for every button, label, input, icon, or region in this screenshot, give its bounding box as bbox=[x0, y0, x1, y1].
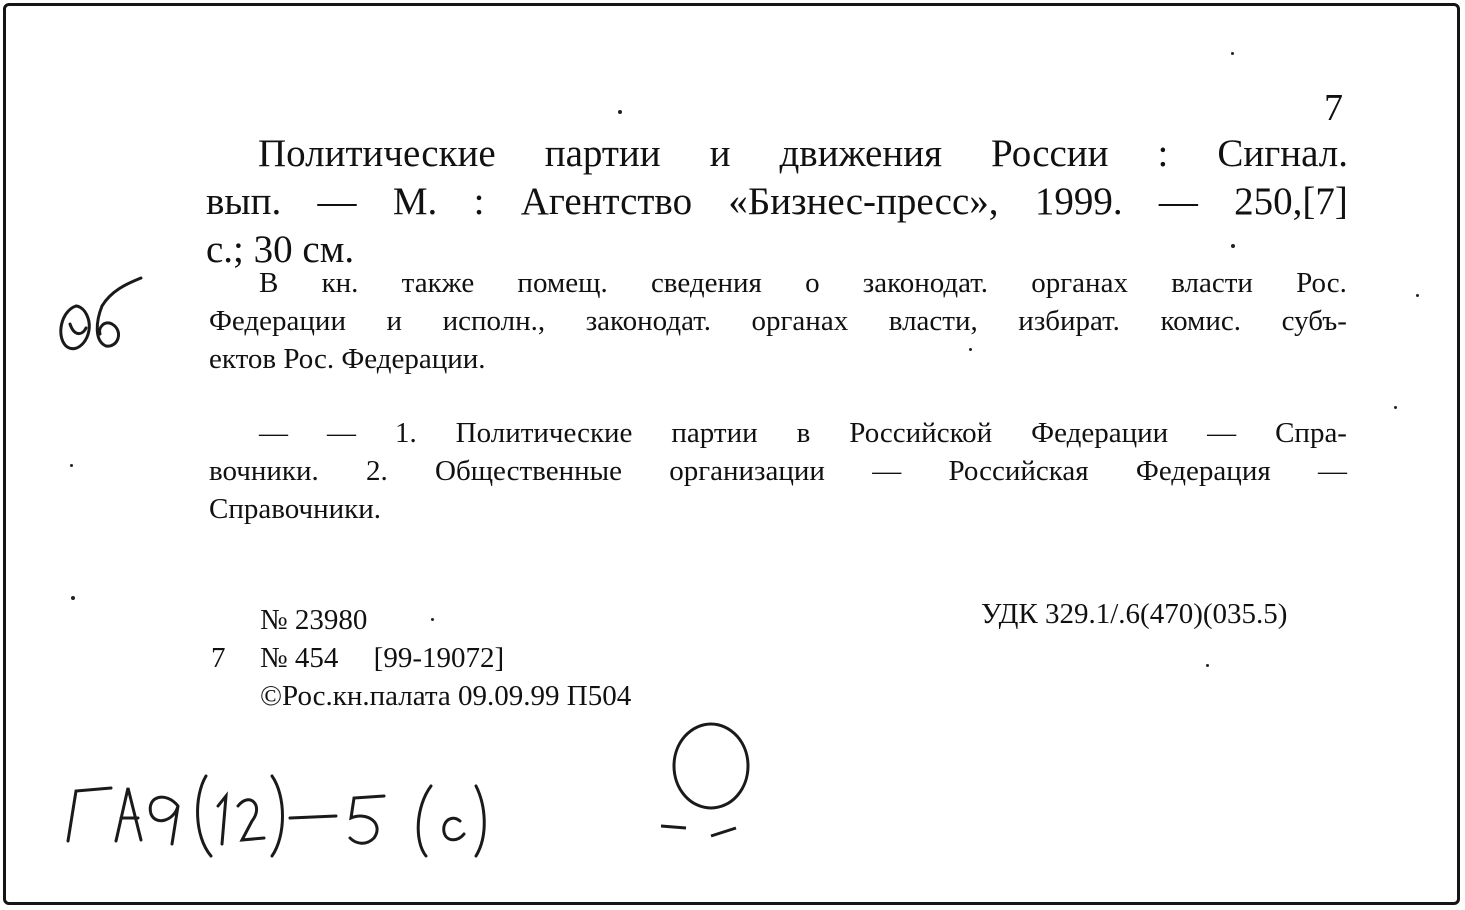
speck bbox=[1231, 244, 1235, 248]
note-line-3: ектов Рос. Федерации. bbox=[209, 343, 486, 375]
speck bbox=[1416, 294, 1419, 297]
note-line-2 bbox=[209, 302, 1347, 340]
subject-word: организации bbox=[669, 455, 825, 487]
title-line-1 bbox=[206, 130, 1348, 178]
catalog-card bbox=[3, 3, 1460, 905]
subject-word: — bbox=[1207, 417, 1237, 449]
note-word: законодат. bbox=[862, 267, 989, 299]
note-line-1 bbox=[209, 264, 1347, 302]
shelf-mark-handwriting bbox=[68, 776, 484, 856]
note-word: Федерации bbox=[209, 305, 346, 337]
subject-word: Спра- bbox=[1275, 417, 1347, 449]
note-word: также bbox=[401, 267, 475, 299]
subject-word: в bbox=[796, 417, 811, 449]
title-word: М. bbox=[392, 180, 438, 223]
subject-headings bbox=[209, 414, 1347, 528]
title-word: — bbox=[1158, 180, 1198, 223]
title-word: — bbox=[317, 180, 357, 223]
speck bbox=[70, 464, 73, 467]
subject-line-2 bbox=[209, 452, 1347, 490]
title-block bbox=[206, 130, 1348, 274]
note-word: субъ- bbox=[1281, 305, 1347, 337]
subject-word: Федерации bbox=[1031, 417, 1169, 449]
note-word: власти, bbox=[888, 305, 978, 337]
note-word: органах bbox=[751, 305, 849, 337]
title-word: : bbox=[1157, 132, 1169, 175]
title-word: вып. bbox=[206, 180, 282, 223]
subject-word: Политические bbox=[455, 417, 633, 449]
note-word: комис. bbox=[1160, 305, 1242, 337]
note-word: органах bbox=[1031, 267, 1128, 299]
note-word: помещ. bbox=[517, 267, 608, 299]
subject-line-3: Справочники. bbox=[209, 493, 381, 525]
subject-word: Общественные bbox=[435, 455, 622, 487]
note-word: В bbox=[259, 267, 279, 299]
speck bbox=[71, 596, 75, 600]
title-word: «Бизнес-пресс», bbox=[728, 180, 999, 223]
speck bbox=[1206, 664, 1209, 667]
note-word: о bbox=[805, 267, 820, 299]
subject-word: — bbox=[326, 417, 356, 449]
title-line-2 bbox=[206, 178, 1348, 226]
copyright-line: ©Рос.кн.палата 09.09.99 П504 bbox=[260, 680, 632, 712]
subject-word: Российская bbox=[948, 455, 1089, 487]
note-word: сведения bbox=[650, 267, 762, 299]
title-line-3: с.; 30 см. bbox=[206, 228, 355, 271]
subject-word: Федерация bbox=[1135, 455, 1271, 487]
subject-line-1 bbox=[209, 414, 1347, 452]
title-word: Агентство bbox=[520, 180, 693, 223]
subject-word: — bbox=[259, 417, 288, 449]
udk-code: УДК 329.1/.6(470)(035.5) bbox=[981, 598, 1288, 630]
title-word: Сигнал. bbox=[1217, 132, 1348, 175]
record-number-1: № 23980 bbox=[260, 604, 368, 636]
title-word: движения bbox=[779, 132, 943, 175]
note-word: избират. bbox=[1018, 305, 1120, 337]
note-word: и bbox=[386, 305, 403, 337]
record-code: [99-19072] bbox=[373, 642, 505, 674]
note-word: Рос. bbox=[1296, 267, 1347, 299]
note-word: исполн., bbox=[442, 305, 546, 337]
contents-note bbox=[209, 264, 1347, 378]
stamp-circle bbox=[661, 724, 748, 836]
title-word: 1999. bbox=[1034, 180, 1123, 223]
title-word: : bbox=[473, 180, 485, 223]
note-word: власти bbox=[1171, 267, 1253, 299]
subject-word: 1. bbox=[394, 417, 417, 449]
speck bbox=[1231, 52, 1234, 55]
page-number: 7 bbox=[1324, 87, 1343, 129]
speck bbox=[969, 348, 972, 351]
title-word: России bbox=[991, 132, 1109, 175]
note-word: законодат. bbox=[585, 305, 711, 337]
subject-word: вочники. bbox=[209, 455, 319, 487]
title-word: 250,[7] bbox=[1234, 180, 1348, 223]
margin-mark-handwriting bbox=[61, 278, 141, 349]
subject-word: партии bbox=[671, 417, 758, 449]
subject-word: — bbox=[872, 455, 902, 487]
record-index: 7 bbox=[211, 642, 226, 674]
speck bbox=[1394, 406, 1397, 409]
title-word: Политические bbox=[258, 132, 496, 175]
title-word: партии bbox=[544, 132, 661, 175]
subject-word: — bbox=[1317, 455, 1347, 487]
note-word: кн. bbox=[321, 267, 359, 299]
subject-word: 2. bbox=[366, 455, 388, 487]
record-number-2-value: № 454 bbox=[260, 642, 339, 674]
speck bbox=[618, 110, 622, 114]
title-word: и bbox=[709, 132, 731, 175]
record-number-2 bbox=[260, 642, 504, 675]
speck bbox=[431, 618, 434, 621]
subject-word: Российской bbox=[849, 417, 993, 449]
